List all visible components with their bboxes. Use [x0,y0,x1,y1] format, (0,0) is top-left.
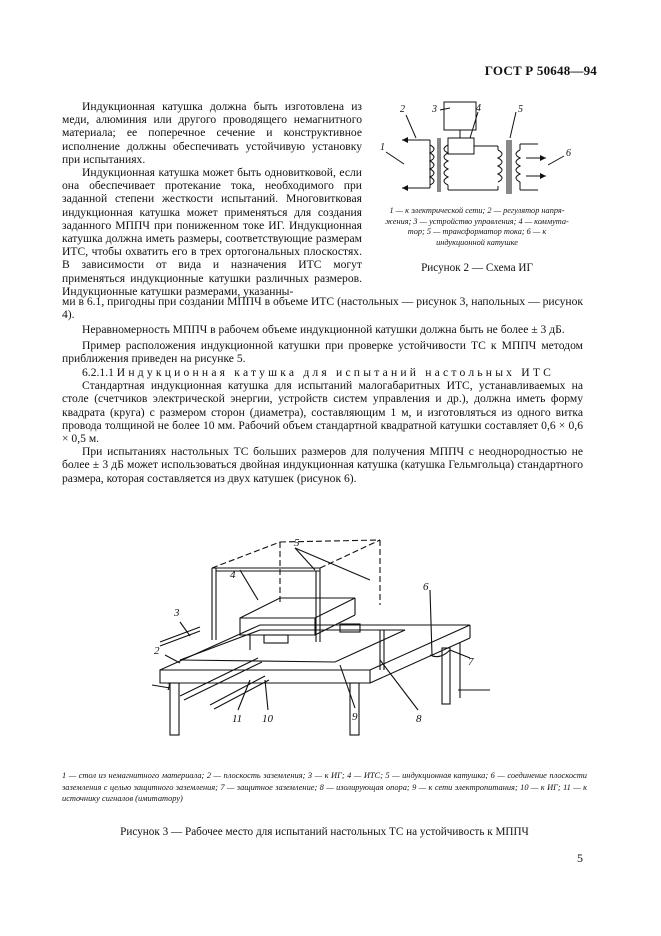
fig2-label-5: 5 [518,104,523,115]
fig3-label-1: 1 [166,681,172,693]
left-column-text [62,100,362,298]
fig3-label-2: 2 [154,645,160,657]
fig3-label-5: 5 [294,537,300,549]
fig3-label-11: 11 [232,713,243,725]
fig2-label-4: 4 [476,103,481,114]
paragraph: Пример расположения индукционной катушки при проверке устойчивости ТС к МППЧ методом приближения приведен на рисунке 5. [62,338,583,365]
paragraph: При испытаниях настольных ТС больших размеров для получения МППЧ с неоднородностью не более ± 3 дБ может использоваться двойная индукционная катушка (катушка Гельмгольца) стандартного размера, которая составляется из двух катушек (рисунок 6). [62,445,583,485]
fig2-label-2: 2 [400,104,405,115]
fig3-label-4: 4 [230,569,236,581]
fig3-label-3: 3 [174,607,180,619]
paragraph: Индукционная катушка может быть одновитковой, если она обеспечивает протекание тока, необходимого при заданной степени жесткости испытаний. Многовитковая индукционная катушка может применяться для создания заданного МППЧ при пониженном токе ИГ. Индукционная катушка должна иметь размеры, соответствующие размерам ИТС, чтобы охватить его в трех ортогональных плоскостях. В зависимости от вида и назначения ИТС могут применяться индукционные катушки различных размеров. Индукционные катушки размерами, указанны- [62,166,362,298]
paragraph: Неравномерность МППЧ в рабочем объеме индукционной катушки должна быть не более ± 3 дБ. [82,323,565,337]
fig3-label-6: 6 [423,581,429,593]
figure-3-diagram [140,530,500,760]
fig2-label-3: 3 [432,104,437,115]
figure-3-title: Рисунок 3 — Рабочее место для испытаний настольных ТС на устойчивость к МППЧ [120,826,529,838]
figure-2-diagram [368,100,588,205]
section-title: Индукционная катушка для испытаний настольных ИТС [116,366,555,380]
fig3-label-8: 8 [416,713,422,725]
fig2-label-6: 6 [566,148,571,159]
paragraph: Индукционная катушка должна быть изготовлена из меди, алюминия или другого проводящего немагнитного материала; ее поперечное сечение и конструктивное исполнение должны обеспечивать устойчивую установку при испытаниях. [62,100,362,166]
section-number: 6.2.1.1 [82,366,114,380]
section-heading [62,366,583,379]
fig3-label-10: 10 [262,713,273,725]
figure-2-title: Рисунок 2 — Схема ИГ [421,262,533,274]
paragraph: Стандартная индукционная катушка для испытаний малогабаритных ИТС, устанавливаемых на столе (счетчиков электрической энергии, устройств систем управления и др.), должна иметь форму квадрата (круга) с размером сторон (диаметра), составляющим 1 м, и изготовляться из одного витка провода толщиной не более 10 мм. Рабочий объем стандартной квадратной катушки составляет 0,6 × 0,6 × 0,5 м. [62,379,583,446]
continuation-text: ми в 6.1, пригодны при создании МППЧ в объеме ИТС (настольных — рисунок 3, напольных — рисунок 4). Неравномерность МППЧ в рабочем объеме индукционной катушки должна быть не более ± 3 дБ. Пример расположения индукционной катушки при проверке устойчивости ТС к МППЧ методом приближения приведен на рисунке 5. 6.2.1.1 Индукционная катушка для испытаний настольных ИТС Стандартная индукционная катушка для испытаний малогабаритных ИТС, устанавливаемых на столе (счетчиков электрической энергии, устройств систем управления и др.), должна иметь форму квадрата (круга) с размером сторон (диаметра), составляющим 1 м, и изготовляться из одного витка провода толщиной не более 10 мм. Рабочий объем стандартной квадратной катушки составляет 0,6 × 0,6 × 0,5 м. При испытаниях настольных ТС больших размеров для получения МППЧ с неоднородностью не более ± 3 дБ может использоваться двойная индукционная катушка (катушка Гельмгольца) стандартного размера, которая составляется из двух катушек (рисунок 6). [62,295,583,485]
document-header: ГОСТ Р 50648—94 [484,63,597,78]
fig2-label-1: 1 [380,142,385,153]
fig3-label-9: 9 [352,711,358,723]
figure-2-caption: 1 — к электрической сети; 2 — регулятор напря- жения; 3 — устройство управления; 4 — коммута- тор; 5 — трансформатор тока; 6 — к индукционной катушке [385,206,569,247]
figure-3-caption: 1 — стол из немагнитного материала; 2 — плоскость заземления; 3 — к ИГ; 4 — ИТС; 5 — индукционная катушка; 6 — соединение плоскости заземления с целью защитного заземления; 7 — защитное заземление; 8 — изолирующая опора; 9 — к сети электропитания; 10 — к ИГ; 11 — к источнику сигналов (имитатору) [62,771,587,804]
page-number: 5 [577,851,583,865]
fig3-label-7: 7 [468,656,474,668]
